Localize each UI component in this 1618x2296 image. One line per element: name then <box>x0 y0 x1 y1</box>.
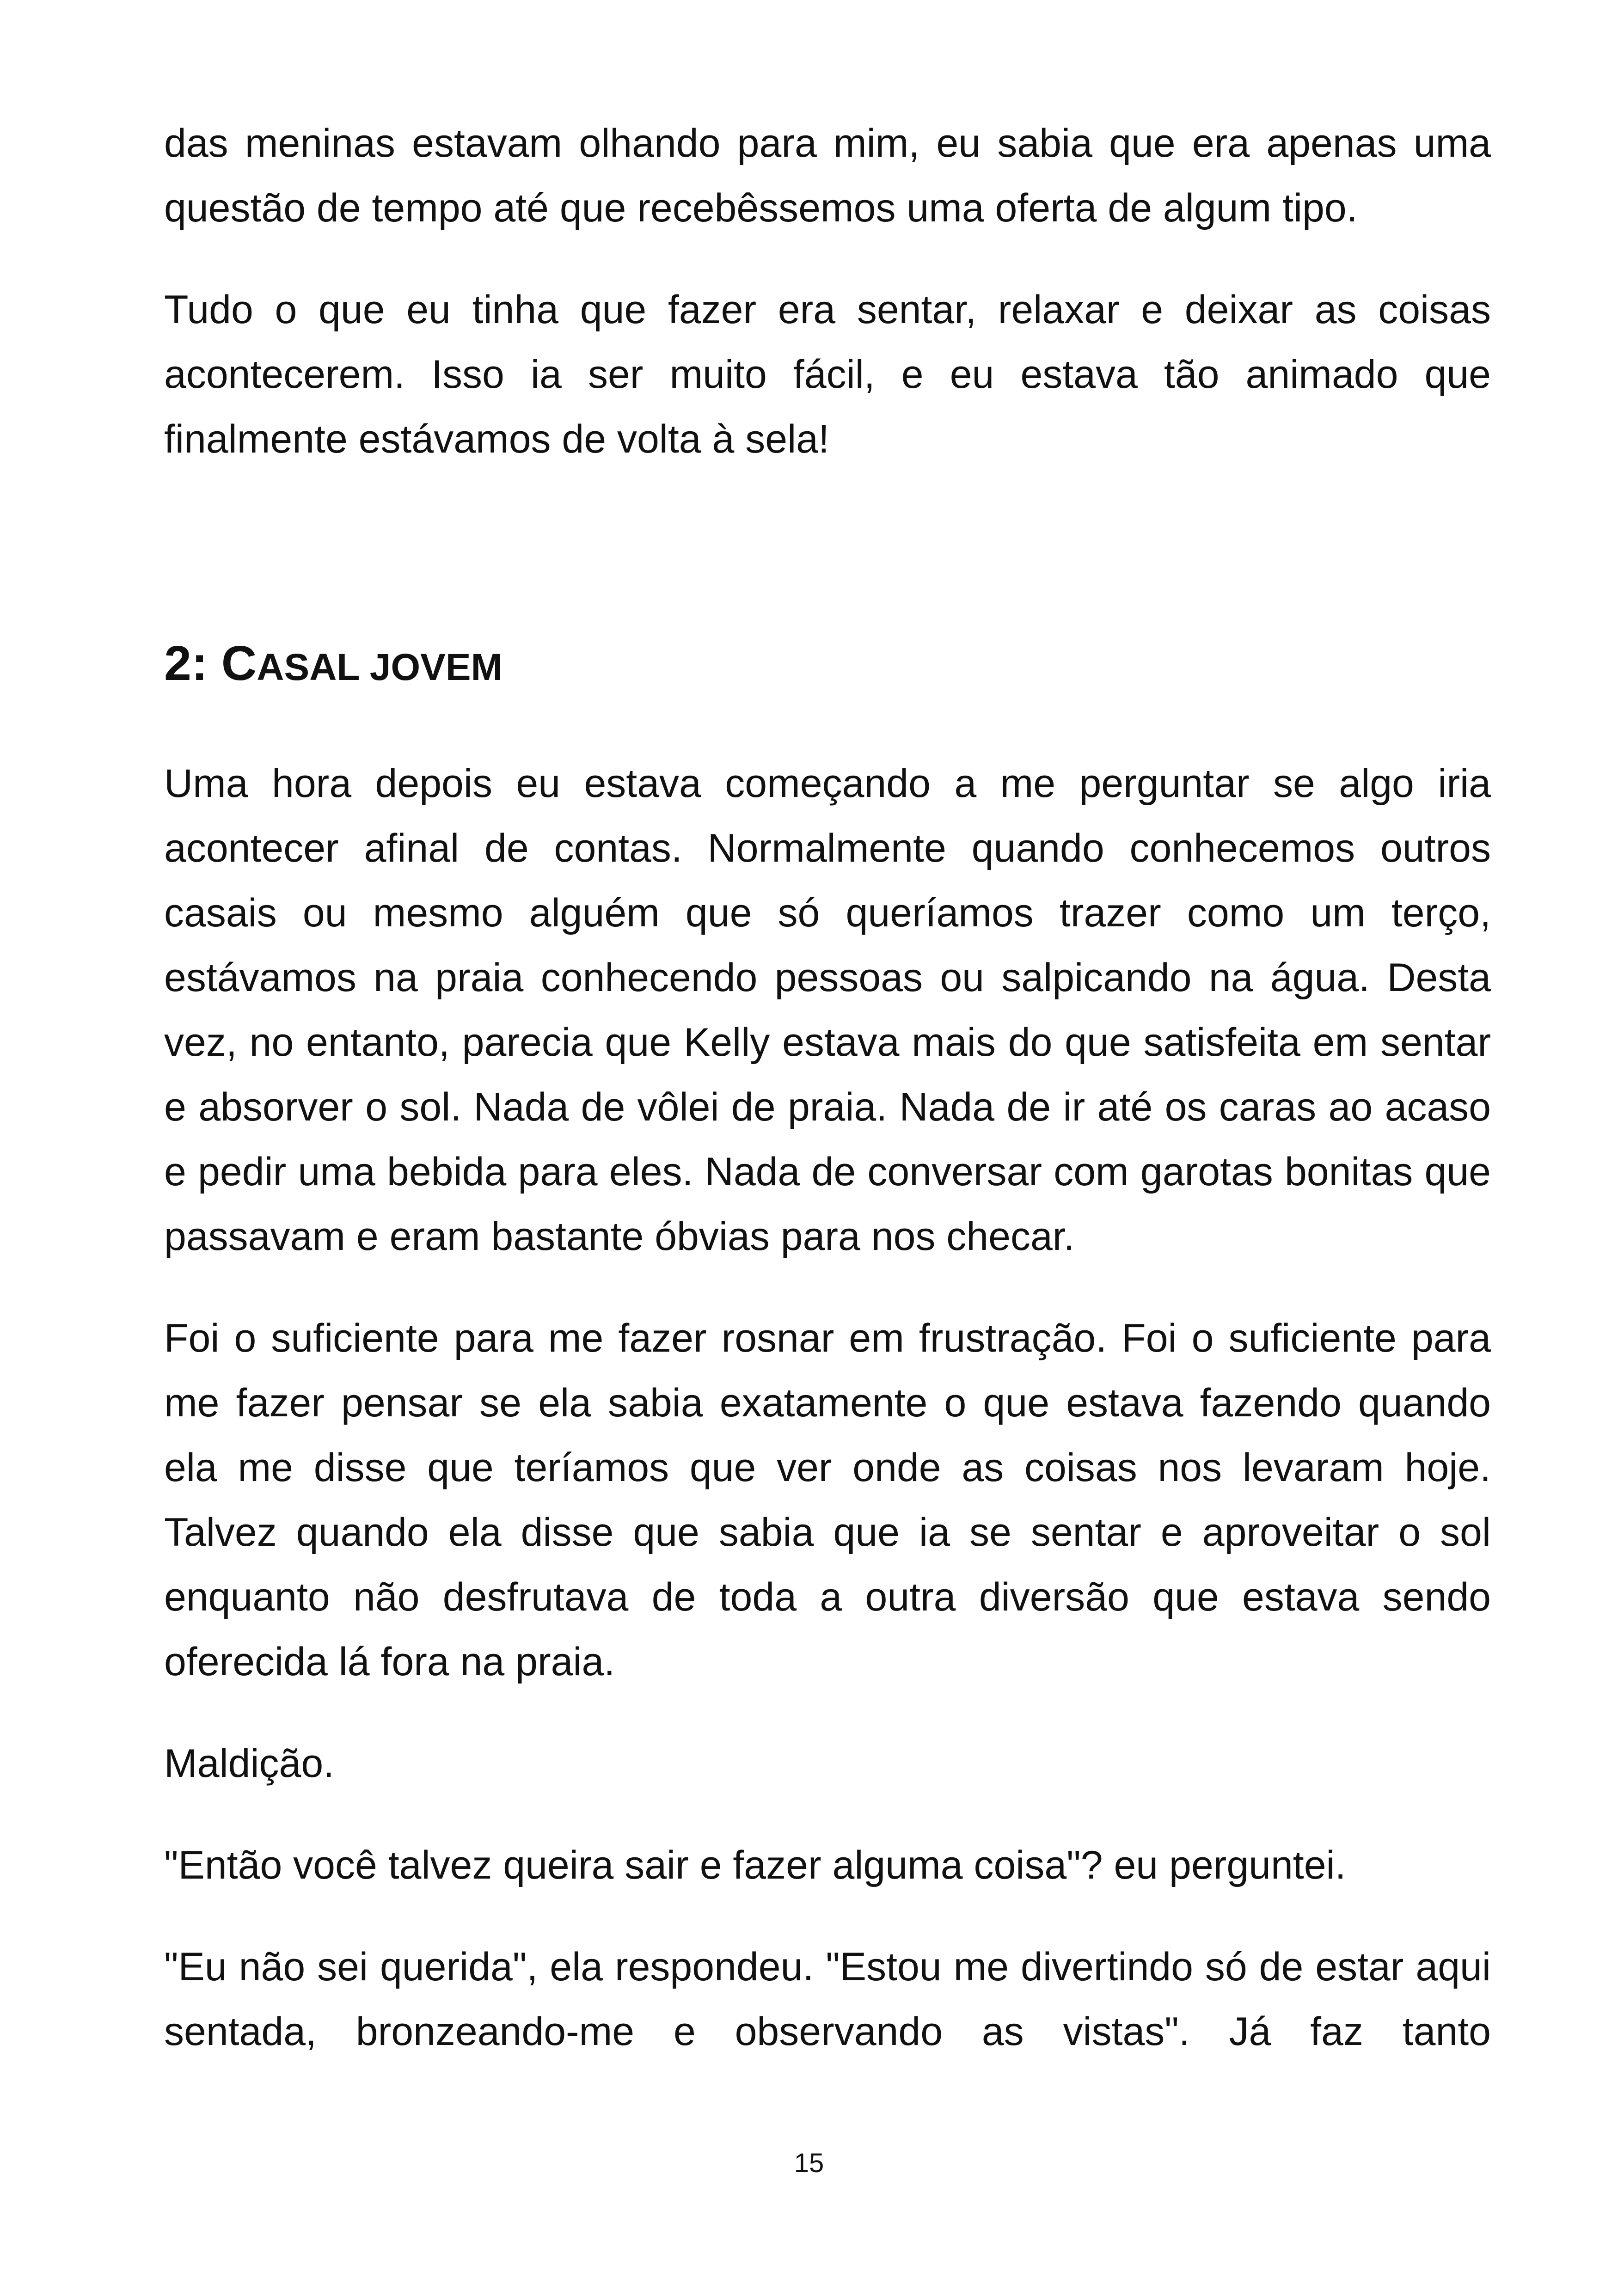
paragraph-1: das meninas estavam olhando para mim, eu sabia que era apenas uma questão de tempo até que recebêssemos uma oferta de algum tipo. <box>164 121 1491 230</box>
chapter-heading <box>164 631 503 700</box>
paragraph-5: Maldição. <box>164 1741 335 1786</box>
paragraph-2: Tudo o que eu tinha que fazer era sentar, relaxar e deixar as coisas acontecerem. Isso ia ser muito fácil, e eu estava tão animado que finalmente estávamos de volta à sela! <box>164 288 1491 461</box>
page-number: 15 <box>794 2148 824 2178</box>
paragraph-6: "Então você talvez queira sair e fazer alguma coisa"? eu perguntei. <box>164 1843 1346 1887</box>
paragraph-4: Foi o suficiente para me fazer rosnar em frustração. Foi o suficiente para me fazer pensar se ela sabia exatamente o que estava fazendo quando ela me disse que teríamos que ver onde as coisas nos levaram hoje. Talvez quando ela disse que sabia que ia se sentar e aproveitar o sol enquanto não desfrutava de toda a outra diversão que estava sendo oferecida lá fora na praia. <box>164 1316 1491 1684</box>
paragraph-3: Uma hora depois eu estava começando a me perguntar se algo iria acontecer afinal de contas. Normalmente quando conhecemos outros casais ou mesmo alguém que só queríamos trazer como um terço, estávamos na praia conhecendo pessoas ou salpicando na água. Desta vez, no entanto, parecia que Kelly estava mais do que satisfeita em sentar e absorver o sol. Nada de vôlei de praia. Nada de ir até os caras ao acaso e pedir uma bebida para eles. Nada de conversar com garotas bonitas que passavam e eram bastante óbvias para nos checar. <box>164 761 1491 1259</box>
paragraph-7: "Eu não sei querida", ela respondeu. "Estou me divertindo só de estar aqui sentada, bronzeando-me e observando as vistas". Já faz tanto <box>164 1945 1491 2054</box>
chapter-number: 2: <box>164 636 208 691</box>
page-body <box>164 111 1491 471</box>
chapter-title-rest: ASAL JOVEM <box>257 646 503 688</box>
page-body-continued <box>164 751 1491 2064</box>
chapter-title-initial: C <box>221 636 257 691</box>
